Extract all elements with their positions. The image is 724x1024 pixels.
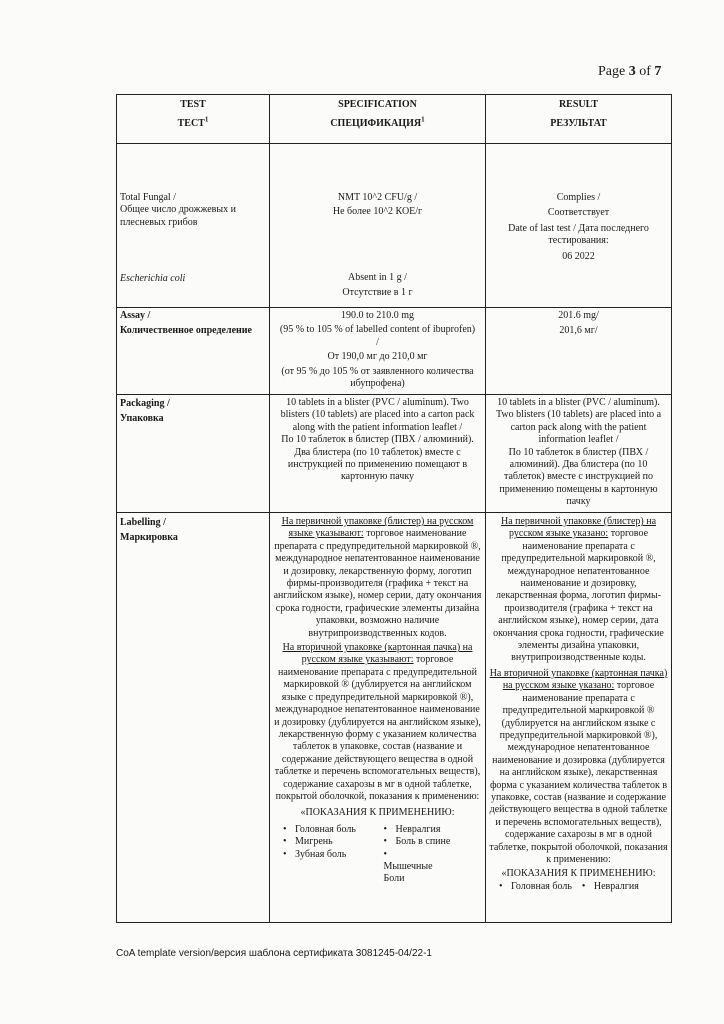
header-specification: SPECIFICATION СПЕЦИФИКАЦИЯ$^1$: [270, 95, 486, 144]
table-row-packaging: [117, 395, 672, 513]
certificate-table: [116, 94, 672, 923]
table-row-assay: [117, 308, 672, 395]
result-indication-list: [489, 881, 668, 893]
list-item: • Головная боль: [497, 881, 572, 893]
cell-test-assay: Assay / Количественное определение: [117, 308, 270, 395]
cell-test-microbiology: Total Fungal / Общее число дрожжевых и плесневых грибов Escherichia coli: [117, 144, 270, 308]
table-header-row: [117, 95, 672, 144]
cell-spec-labelling: На первичной упаковке (блистер) на русском языке указывают: торговое наименование препарата с предупредительной маркировкой ®, международное непатентованное наименование и дозировку, лекарственную форму, логотип фирмы-производителя (графика + текст на английском языке), номер серии, дату окончания срока годности, графические элементы дизайна упаковки, возможно наличие внутрипроизводственных кодов. На вторичной упаковке (картонная пачка) на русском языке указывают: торговое наименование препарата с предупредительной маркировкой ® (дублируется на английском языке с предупредительной маркировкой ®), международное непатентованное наименование и дозировку (дублируется на английском языке), лекарственную форму с указанием количества таблеток в упаковке, состав (название и содержание действующего вещества в одной таблетке и перечень вспомогательных веществ), содержание сахарозы в мг в одной таблетке, покрытой оболочкой, показания к применению: «ПОКАЗАНИЯ К ПРИМЕНЕНИЮ: • Головная боль • Мигрень • Зубная боль • Невралгия • Боль в спине • Мышечные Боли: [270, 513, 486, 923]
list-item: • Зубная боль: [281, 849, 382, 861]
cell-result-packaging: 10 tablets in a blister (PVC / aluminum). Two blisters (10 tablets) are placed into a carton pack along with the patient information leaflet / По 10 таблеток в блистер (ПВХ / алюминий). Два блистера (по 10 таблеток) вместе с инструкцией по применению помещены в картонную пачку: [486, 395, 672, 513]
cell-spec-assay: 190.0 to 210.0 mg (95 % to 105 % of labelled content of ibuprofen) / От 190,0 мг до 210,0 мг (от 95 % до 105 % от заявленного количества ибупрофена): [270, 308, 486, 395]
cell-spec-packaging: 10 tablets in a blister (PVC / aluminum). Two blisters (10 tablets) are placed into a carton pack along with the patient information leaflet / По 10 таблеток в блистер (ПВХ / алюминий). Два блистера (по 10 таблеток) вместе с инструкцией по применению помещают в картонную пачку: [270, 395, 486, 513]
table-row-labelling: [117, 513, 672, 923]
cell-result-microbiology: Complies / Соответствует Date of last test / Дата последнего тестирования: 06 2022: [486, 144, 672, 308]
list-item: • Боль в спине: [382, 836, 483, 848]
list-item: • Невралгия: [580, 881, 639, 893]
header-test: TEST ТЕСТ$^1$: [117, 95, 270, 144]
header-result: RESULT РЕЗУЛЬТАТ: [486, 95, 672, 144]
list-item: • Мышечные Боли: [382, 849, 444, 886]
cell-test-packaging: Packaging / Упаковка: [117, 395, 270, 513]
cell-result-labelling: На первичной упаковке (блистер) на русском языке указано: торговое наименование препарата с предупредительной маркировкой ®, международное непатентованное наименование и дозировку, лекарственная форма, логотип фирмы-производителя (графика + текст на английском языке), номер серии, дата окончания срока годности, графические элементы дизайна упаковки, внутрипроизводственные коды. На вторичной упаковке (картонная пачка) на русском языке указано: торговое наименование препарата с предупредительной маркировкой ® (дублируется на английском языке с предупредительной маркировкой ®), международное непатентованное наименование и дозировка (дублируется на английском языке), лекарственная форма с указанием количества таблеток в упаковке, состав (название и содержание действующего вещества в одной таблетке и перечень вспомогательных веществ), содержание сахарозы в мг в одной таблетке, покрытой оболочкой, показания к применению: «ПОКАЗАНИЯ К ПРИМЕНЕНИЮ: • Головная боль • Невралгия: [486, 513, 672, 923]
list-item: • Головная боль: [281, 824, 382, 836]
footer-template-version: CoA template version/версия шаблона сертификата 3081245-04/22-1: [116, 948, 432, 959]
page-number: Page 3 of 7: [598, 64, 662, 79]
spec-indication-list: [273, 824, 482, 886]
cell-result-assay: 201.6 mg/ 201,6 мг/: [486, 308, 672, 395]
table-row-microbiology: [117, 144, 672, 308]
cell-spec-microbiology: NMT 10^2 CFU/g / Не более 10^2 КОЕ/г Absent in 1 g / Отсутствие в 1 г: [270, 144, 486, 308]
list-item: • Невралгия: [382, 824, 483, 836]
cell-test-labelling: Labelling / Маркировка: [117, 513, 270, 923]
list-item: • Мигрень: [281, 836, 382, 848]
